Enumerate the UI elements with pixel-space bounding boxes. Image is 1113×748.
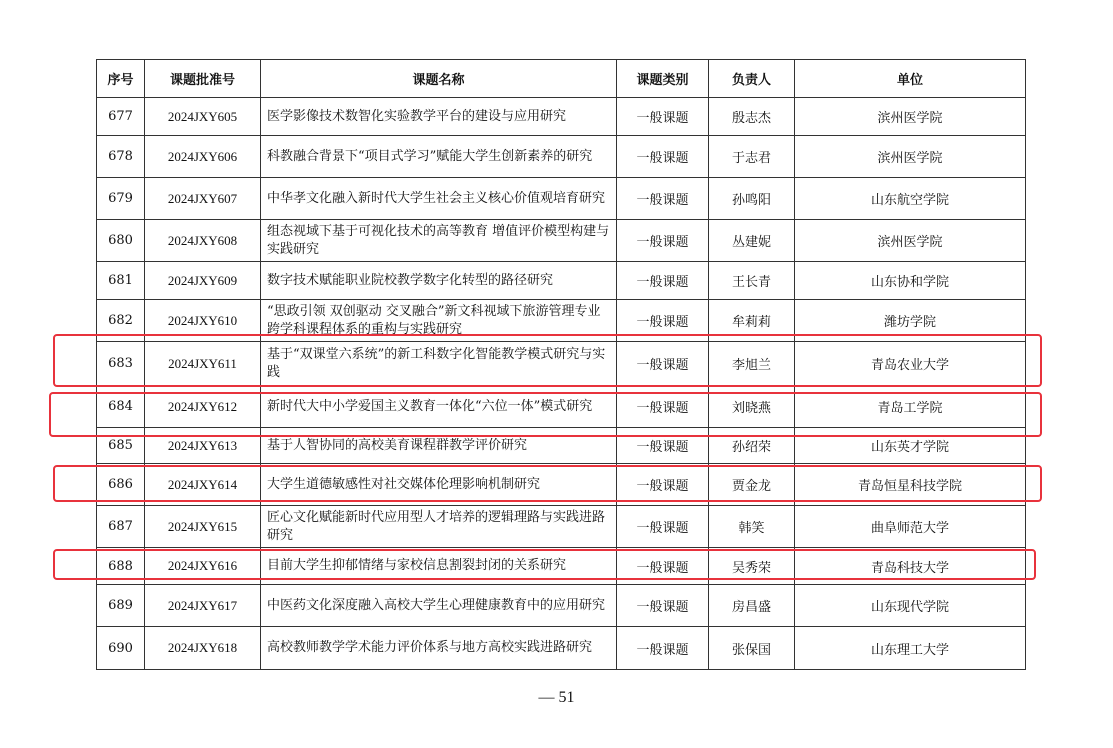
cell-no: 682 <box>97 300 145 342</box>
table-row <box>97 220 1026 262</box>
cell-code: 2024JXY616 <box>145 548 261 585</box>
page-number: — 51 <box>538 689 575 706</box>
cell-unit: 青岛农业大学 <box>795 342 1026 386</box>
highlight-row-684 <box>49 392 1042 437</box>
cell-no: 680 <box>97 220 145 262</box>
cell-code: 2024JXY615 <box>145 506 261 548</box>
cell-category: 一般课题 <box>617 342 709 386</box>
cell-title: 医学影像技术数智化实验教学平台的建设与应用研究 <box>261 98 617 136</box>
cell-category: 一般课题 <box>617 464 709 506</box>
cell-no: 678 <box>97 136 145 178</box>
cell-code: 2024JXY606 <box>145 136 261 178</box>
cell-category: 一般课题 <box>617 262 709 300</box>
cell-leader: 贾金龙 <box>709 464 795 506</box>
cell-category: 一般课题 <box>617 548 709 585</box>
cell-no: 677 <box>97 98 145 136</box>
cell-code: 2024JXY618 <box>145 627 261 670</box>
cell-unit: 青岛恒星科技学院 <box>795 464 1026 506</box>
table-row <box>97 506 1026 548</box>
cell-category: 一般课题 <box>617 220 709 262</box>
cell-unit: 山东理工大学 <box>795 627 1026 670</box>
cell-leader: 张保国 <box>709 627 795 670</box>
cell-title: 中医药文化深度融入高校大学生心理健康教育中的应用研究 <box>261 585 617 627</box>
cell-code: 2024JXY607 <box>145 178 261 220</box>
cell-title: 高校教师教学学术能力评价体系与地方高校实践进路研究 <box>261 627 617 670</box>
cell-leader: 房昌盛 <box>709 585 795 627</box>
cell-no: 689 <box>97 585 145 627</box>
cell-unit: 滨州医学院 <box>795 98 1026 136</box>
cell-code: 2024JXY612 <box>145 386 261 428</box>
cell-unit: 山东英才学院 <box>795 428 1026 464</box>
cell-leader: 孙鸣阳 <box>709 178 795 220</box>
cell-unit: 滨州医学院 <box>795 136 1026 178</box>
cell-category: 一般课题 <box>617 386 709 428</box>
cell-category: 一般课题 <box>617 178 709 220</box>
header-title: 课题名称 <box>261 60 617 98</box>
cell-leader: 于志君 <box>709 136 795 178</box>
cell-code: 2024JXY617 <box>145 585 261 627</box>
cell-unit: 青岛科技大学 <box>795 548 1026 585</box>
cell-code: 2024JXY609 <box>145 262 261 300</box>
cell-no: 685 <box>97 428 145 464</box>
header-unit: 单位 <box>795 60 1026 98</box>
cell-leader: 丛建妮 <box>709 220 795 262</box>
cell-no: 687 <box>97 506 145 548</box>
table-row <box>97 98 1026 136</box>
cell-title: 目前大学生抑郁情绪与家校信息割裂封闭的关系研究 <box>261 548 617 585</box>
cell-code: 2024JXY605 <box>145 98 261 136</box>
cell-unit: 潍坊学院 <box>795 300 1026 342</box>
cell-leader: 孙绍荣 <box>709 428 795 464</box>
table-row <box>97 262 1026 300</box>
cell-no: 681 <box>97 262 145 300</box>
cell-title: 新时代大中小学爱国主义教育一体化“六位一体”模式研究 <box>261 386 617 428</box>
cell-title: 基于“双课堂六系统”的新工科数字化智能教学模式研究与实践 <box>261 342 617 386</box>
cell-unit: 山东协和学院 <box>795 262 1026 300</box>
highlight-row-688 <box>53 549 1036 580</box>
table-row <box>97 136 1026 178</box>
cell-no: 690 <box>97 627 145 670</box>
header-category: 课题类别 <box>617 60 709 98</box>
cell-unit: 青岛工学院 <box>795 386 1026 428</box>
cell-unit: 山东航空学院 <box>795 178 1026 220</box>
cell-code: 2024JXY613 <box>145 428 261 464</box>
highlight-row-683 <box>53 334 1042 387</box>
cell-leader: 李旭兰 <box>709 342 795 386</box>
cell-no: 684 <box>97 386 145 428</box>
table-header <box>97 60 1026 98</box>
cell-no: 686 <box>97 464 145 506</box>
table-row <box>97 178 1026 220</box>
cell-title: 组态视域下基于可视化技术的高等教育 增值评价模型构建与实践研究 <box>261 220 617 262</box>
cell-leader: 殷志杰 <box>709 98 795 136</box>
header-no: 序号 <box>97 60 145 98</box>
cell-title: 科教融合背景下“项目式学习”赋能大学生创新素养的研究 <box>261 136 617 178</box>
cell-title: 匠心文化赋能新时代应用型人才培养的逻辑理路与实践进路研究 <box>261 506 617 548</box>
cell-no: 679 <box>97 178 145 220</box>
cell-category: 一般课题 <box>617 506 709 548</box>
table-row <box>97 627 1026 670</box>
cell-leader: 王长青 <box>709 262 795 300</box>
header-row <box>97 60 1026 98</box>
cell-category: 一般课题 <box>617 428 709 464</box>
cell-category: 一般课题 <box>617 627 709 670</box>
header-leader: 负责人 <box>709 60 795 98</box>
highlight-row-686 <box>53 465 1042 502</box>
cell-leader: 刘晓燕 <box>709 386 795 428</box>
cell-leader: 牟莉莉 <box>709 300 795 342</box>
cell-title: 基于人智协同的高校美育课程群教学评价研究 <box>261 428 617 464</box>
cell-leader: 韩笑 <box>709 506 795 548</box>
cell-title: 数字技术赋能职业院校教学数字化转型的路径研究 <box>261 262 617 300</box>
cell-no: 688 <box>97 548 145 585</box>
cell-code: 2024JXY610 <box>145 300 261 342</box>
cell-unit: 山东现代学院 <box>795 585 1026 627</box>
cell-category: 一般课题 <box>617 585 709 627</box>
cell-category: 一般课题 <box>617 136 709 178</box>
cell-code: 2024JXY608 <box>145 220 261 262</box>
cell-title: 大学生道德敏感性对社交媒体伦理影响机制研究 <box>261 464 617 506</box>
cell-code: 2024JXY614 <box>145 464 261 506</box>
table-row <box>97 585 1026 627</box>
cell-leader: 吴秀荣 <box>709 548 795 585</box>
cell-code: 2024JXY611 <box>145 342 261 386</box>
cell-category: 一般课题 <box>617 300 709 342</box>
cell-unit: 滨州医学院 <box>795 220 1026 262</box>
cell-category: 一般课题 <box>617 98 709 136</box>
cell-title: 中华孝文化融入新时代大学生社会主义核心价值观培育研究 <box>261 178 617 220</box>
cell-title: “思政引领 双创驱动 交叉融合”新文科视域下旅游管理专业跨学科课程体系的重构与实践研究 <box>261 300 617 342</box>
header-code: 课题批准号 <box>145 60 261 98</box>
cell-no: 683 <box>97 342 145 386</box>
cell-unit: 曲阜师范大学 <box>795 506 1026 548</box>
